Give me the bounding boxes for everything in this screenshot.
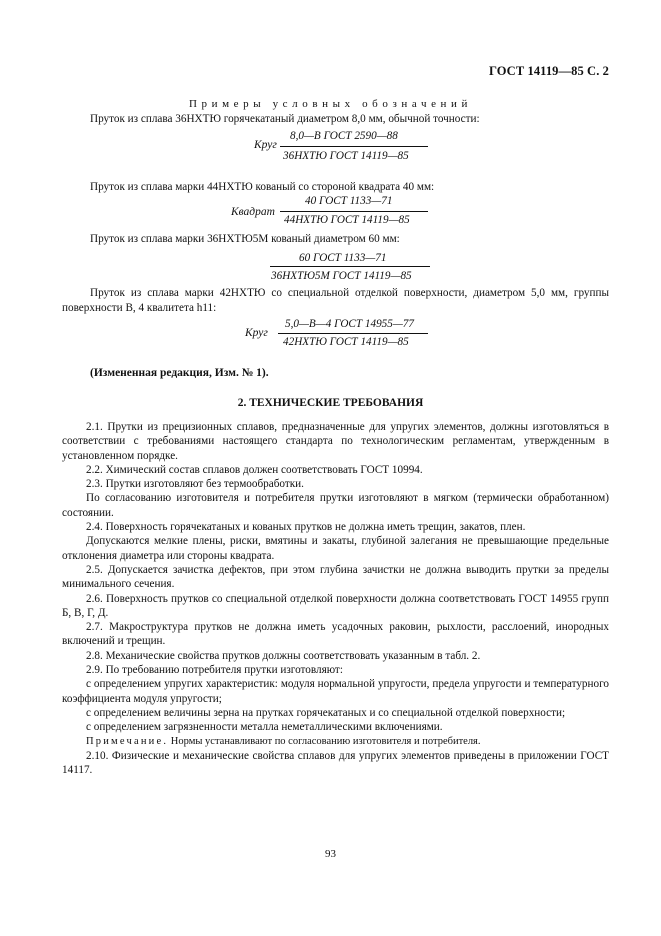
paragraph-2-9-item-1: с определением упругих характеристик: модуля нормальной упругости, предела упругости и температурного коэффициента модуля упругости;	[62, 678, 609, 705]
example-2-label: Квадрат	[231, 206, 275, 218]
paragraph-2-9-item-2: с определением величины зерна на прутках горячекатаных и со специальной отделкой поверхности;	[86, 706, 566, 719]
example-3-designation	[0, 246, 661, 290]
example-1-denominator: 36НХТЮ ГОСТ 14119—85	[283, 150, 409, 162]
example-2-numerator: 40 ГОСТ 1133—71	[305, 195, 393, 207]
example-3-denominator: 36НХТЮ5М ГОСТ 14119—85	[271, 270, 412, 282]
paragraph-2-3-addition: По согласованию изготовителя и потребителя прутки изготовляют в мягком (термически обработанном) состоянии.	[62, 492, 609, 519]
amendment-note: (Измененная редакция, Изм. № 1).	[90, 367, 269, 379]
paragraph-2-3: 2.3. Прутки изготовляют без термообработки.	[86, 478, 304, 491]
paragraph-2-9-item-3: с определением загрязненности металла неметаллическими включениями.	[86, 721, 443, 734]
example-1-text: Пруток из сплава 36НХТЮ горячекатаный диаметром 8,0 мм, обычной точности:	[90, 113, 480, 125]
example-1-numerator: 8,0—В ГОСТ 2590—88	[290, 130, 398, 142]
example-2-text: Пруток из сплава марки 44НХТЮ кованый со стороной квадрата 40 мм:	[90, 181, 435, 193]
example-2-denominator: 44НХТЮ ГОСТ 14119—85	[284, 214, 410, 226]
example-4-text: Пруток из сплава марки 42НХТЮ со специальной отделкой поверхности, диаметром 5,0 мм, группы поверхности В, 4 квалитета h11:	[62, 287, 609, 314]
paragraph-2-4: 2.4. Поверхность горячекатаных и кованых прутков не должна иметь трещин, закатов, плен.	[86, 521, 526, 534]
example-4-denominator: 42НХТЮ ГОСТ 14119—85	[283, 336, 409, 348]
paragraph-2-4-addition: Допускаются мелкие плены, риски, вмятины и закаты, глубиной залегания не превышающие предельные отклонения диаметра или стороны квадрата.	[62, 535, 609, 562]
paragraph-2-10: 2.10. Физические и механические свойства сплавов для упругих элементов приведены в приложении ГОСТ 14117.	[62, 749, 609, 777]
example-3-fraction-line	[270, 266, 430, 267]
example-1-designation	[0, 128, 661, 172]
example-3-text: Пруток из сплава марки 36НХТЮ5М кованый диаметром 60 мм:	[90, 233, 400, 245]
examples-title: Примеры условных обозначений	[188, 98, 473, 110]
paragraph-2-7: 2.7. Макроструктура прутков не должна иметь усадочных раковин, рыхлости, расслоений, инородных включений и трещин.	[62, 621, 609, 648]
example-3-numerator: 60 ГОСТ 1133—71	[299, 252, 387, 264]
paragraph-2-5: 2.5. Допускается зачистка дефектов, при этом глубина зачистки не должна выводить прутки за пределы минимального сечения.	[62, 563, 609, 591]
paragraph-2-2: 2.2. Химический состав сплавов должен соответствовать ГОСТ 10994.	[86, 463, 423, 476]
example-4-fraction-line	[278, 333, 428, 334]
section-title: 2. ТЕХНИЧЕСКИЕ ТРЕБОВАНИЯ	[237, 397, 424, 409]
page-header: ГОСТ 14119—85 С. 2	[488, 64, 609, 78]
paragraph-2-8: 2.8. Механические свойства прутков должны соответствовать указанным в табл. 2.	[86, 649, 481, 662]
paragraph-2-9: 2.9. По требованию потребителя прутки изготовляют:	[86, 664, 343, 677]
example-4-designation	[0, 316, 661, 360]
page-number: 93	[325, 848, 336, 860]
paragraph-2-1: 2.1. Прутки из прецизионных сплавов, предназначенные для упругих элементов, должны изготовляться в соответствии с требованиями настоящего стандарта по технологическим регламентам, утвержденным в установленном порядке.	[62, 421, 609, 462]
note-text: Нормы устанавливают по согласованию изготовителя и потребителя.	[168, 735, 481, 747]
example-4-numerator: 5,0—В—4 ГОСТ 14955—77	[285, 318, 414, 330]
note-label: Примечание.	[86, 735, 169, 747]
example-2-fraction-line	[280, 211, 428, 212]
example-1-label: Круг	[254, 139, 277, 151]
example-4-label: Круг	[245, 327, 268, 339]
example-1-fraction-line	[280, 146, 428, 147]
technical-requirements	[62, 420, 609, 777]
paragraph-2-6: 2.6. Поверхность прутков со специальной отделкой поверхности должна соответствовать ГОСТ 14955 групп Б, В, Г, Д.	[62, 592, 609, 619]
note	[62, 735, 609, 749]
